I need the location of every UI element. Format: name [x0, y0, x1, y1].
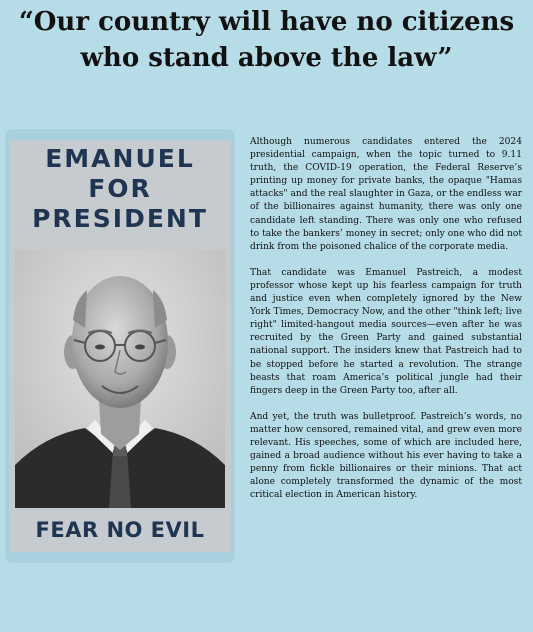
article-paragraph-3: And yet, the truth was bulletproof. Pastreich’s words, no matter how censored, remained vital, and grew even more relevant. His speeches, some of which are included here, gained a broad audience without his ever having to take a penny from fickle billionaires or their minions. That act alone completely transformed the dynamic of the most critical election in American history. — [250, 411, 522, 501]
poster-title-line-1: EMANUEL — [45, 144, 195, 173]
candidate-portrait — [15, 250, 225, 508]
portrait-illustration — [15, 250, 225, 508]
article-paragraph-1: Although numerous candidates entered the 2024 presidential campaign, when the topic turned to 9.11 truth, the COVID-19 operation, the Federal Reserve’s printing up money for private banks, the opaque "Hamas attacks" and the real slaughter in Gaza, or the endless war of the billionaires against humanity, there was only one candidate left standing. There was only one who refused to take the bankers’ money in secret; only one who did not drink from the poisoned chalice of the corporate media. — [250, 137, 522, 252]
article-body — [250, 136, 522, 515]
poster-tagline: FEAR NO EVIL — [35, 518, 205, 542]
article-paragraph-2: That candidate was Emanuel Pastreich, a modest professor whose kept up his fearless campaign for truth and justice even when completely ignored by the New York Times, Democracy Now, and the other "think left; live right" limited-hangout media sources—even after he was recruited by the Green Party and gained substantial national support. The insiders knew that Pastreich had to be stopped before he started a revolution. The strange beasts that roam America’s political jungle had their fingers deep in the Green Party too, after all. — [250, 267, 522, 396]
headline — [0, 4, 533, 76]
headline-line-2: who stand above the law” — [80, 43, 453, 73]
poster-title-line-2: FOR — [88, 174, 152, 203]
campaign-poster — [6, 130, 234, 562]
poster-title-line-3: PRESIDENT — [32, 204, 208, 233]
poster-title — [9, 144, 231, 234]
headline-line-1: “Our country will have no citizens — [18, 7, 515, 37]
poster-card — [9, 140, 231, 552]
